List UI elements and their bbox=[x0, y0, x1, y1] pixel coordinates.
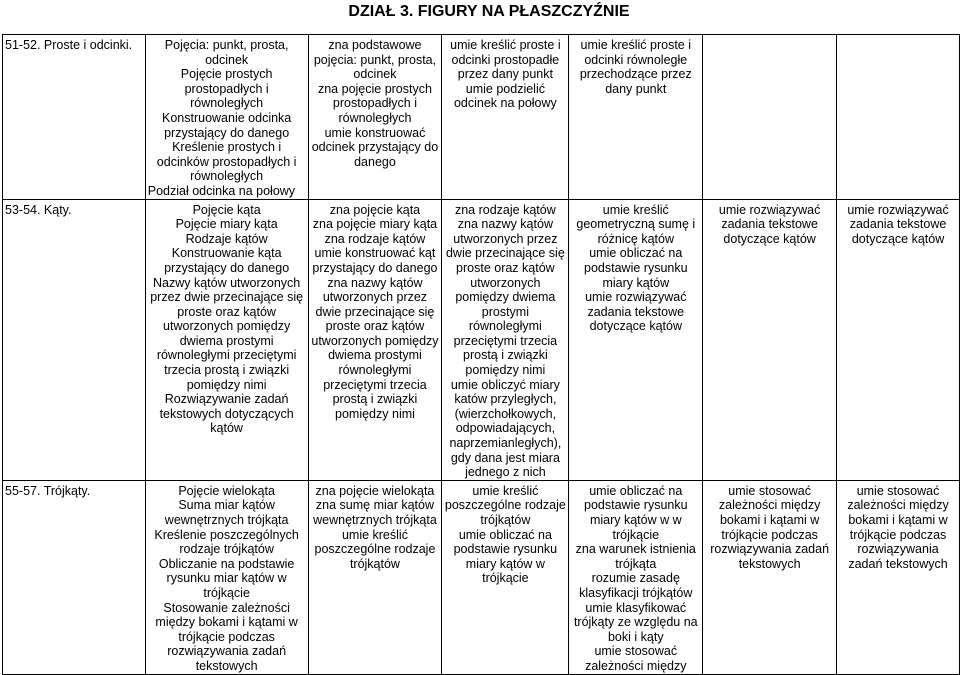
requirements-cell: zna pojęcie wielokąta zna sumę miar kątów wewnętrznych trójkąta umie kreślić poszczególne rodzaje trójkątów bbox=[308, 480, 442, 674]
content-cell: Pojęcie kąta Pojęcie miary kąta Rodzaje kątów Konstruowanie kąta przystający do danego Nazwy kątów utworzonych przez dwie przecinające się proste oraz kątów utworzonych pomiędzy dwiema prostymi równoległymi przeciętymi trzecia prostą i związki pomiędzy nimi Rozwiązywanie zadań tekstowych dotyczących kątów bbox=[145, 199, 308, 480]
requirements-cell: zna pojęcie kąta zna pojęcie miary kąta zna rodzaje kątów umie konstruować kąt przystający do danego zna nazwy kątów utworzonych przez dwie przecinające się proste oraz kątów utworzonych pomiędzy dwiema prostymi równoległymi przeciętymi trzecia prostą i związki pomiędzy nimi bbox=[308, 199, 442, 480]
requirements-cell: umie obliczać na podstawie rysunku miary kątów w w trójkącie zna warunek istnienia trójkąta rozumie zasadę klasyfikacji trójkątów umie klasyfikować trójkąty ze względu na boki i kąty umie stosować zależności między bbox=[569, 480, 703, 674]
requirements-cell: umie rozwiązywać zadania tekstowe dotyczące kątów bbox=[837, 199, 960, 480]
requirements-cell: umie rozwiązywać zadania tekstowe dotyczące kątów bbox=[703, 199, 837, 480]
requirements-cell: zna rodzaje kątów zna nazwy kątów utworzonych przez dwie przecinające się proste oraz kątów utworzonych pomiędzy dwiema prostymi równoległymi przeciętymi trzecia prostą i związki pomiędzy nimi umie obliczyć miary katów przyległych,(wierzchołkowych, odpowiadających, naprzemianległych), gdy dana jest miara jednego z nich bbox=[442, 199, 569, 480]
section-title: DZIAŁ 3. FIGURY NA PŁASZCZYŹNIE bbox=[348, 3, 630, 20]
topic-cell: 53-54. Kąty. bbox=[3, 199, 146, 480]
requirements-cell: umie stosować zależności między bokami i kątami w trójkącie podczas rozwiązywania zadań tekstowych bbox=[703, 480, 837, 674]
requirements-cell bbox=[837, 35, 960, 200]
requirements-cell: umie kreślić geometryczną sumę i różnicę kątów umie obliczać na podstawie rysunku miary kątów umie rozwiązywać zadania tekstowe dotyczące kątów bbox=[569, 199, 703, 480]
table-row bbox=[3, 480, 960, 674]
requirements-cell: umie kreślić poszczególne rodzaje trójkątów umie obliczać na podstawie rysunku miary kątów w trójkącie bbox=[442, 480, 569, 674]
topic-cell: 55-57. Trójkąty. bbox=[3, 480, 146, 674]
requirements-cell: zna podstawowe pojęcia: punkt, prosta, odcinek zna pojęcie prostych prostopadłych i równoległych umie konstruować odcinek przystający do danego bbox=[308, 35, 442, 200]
table-row bbox=[3, 35, 960, 200]
content-cell: Pojęcie wielokąta Suma miar kątów wewnętrznych trójkąta Kreślenie poszczególnych rodzaje trójkątów Obliczanie na podstawie rysunku miar kątów w trójkącie Stosowanie zależności między bokami i kątami w trójkącie podczas rozwiązywania zadań tekstowych bbox=[145, 480, 308, 674]
requirements-cell: umie stosować zależności między bokami i kątami w trójkącie podczas rozwiązywania zadań tekstowych bbox=[837, 480, 960, 674]
content-cell: Pojęcia: punkt, prosta, odcinek Pojęcie prostych prostopadłych i równoległych Konstruowanie odcinka przystający do danego Kreślenie prostych i odcinków prostopadłych i równoległych Podział odcinka na połowy bbox=[145, 35, 308, 200]
requirements-cell bbox=[703, 35, 837, 200]
topic-cell: 51-52. Proste i odcinki. bbox=[3, 35, 146, 200]
requirements-cell: umie kreślić proste i odcinki równoległe przechodzące przez dany punkt bbox=[569, 35, 703, 200]
curriculum-table bbox=[2, 34, 960, 675]
requirements-cell: umie kreślić proste i odcinki prostopadłe przez dany punkt umie podzielić odcinek na połowy bbox=[442, 35, 569, 200]
table-row bbox=[3, 199, 960, 480]
